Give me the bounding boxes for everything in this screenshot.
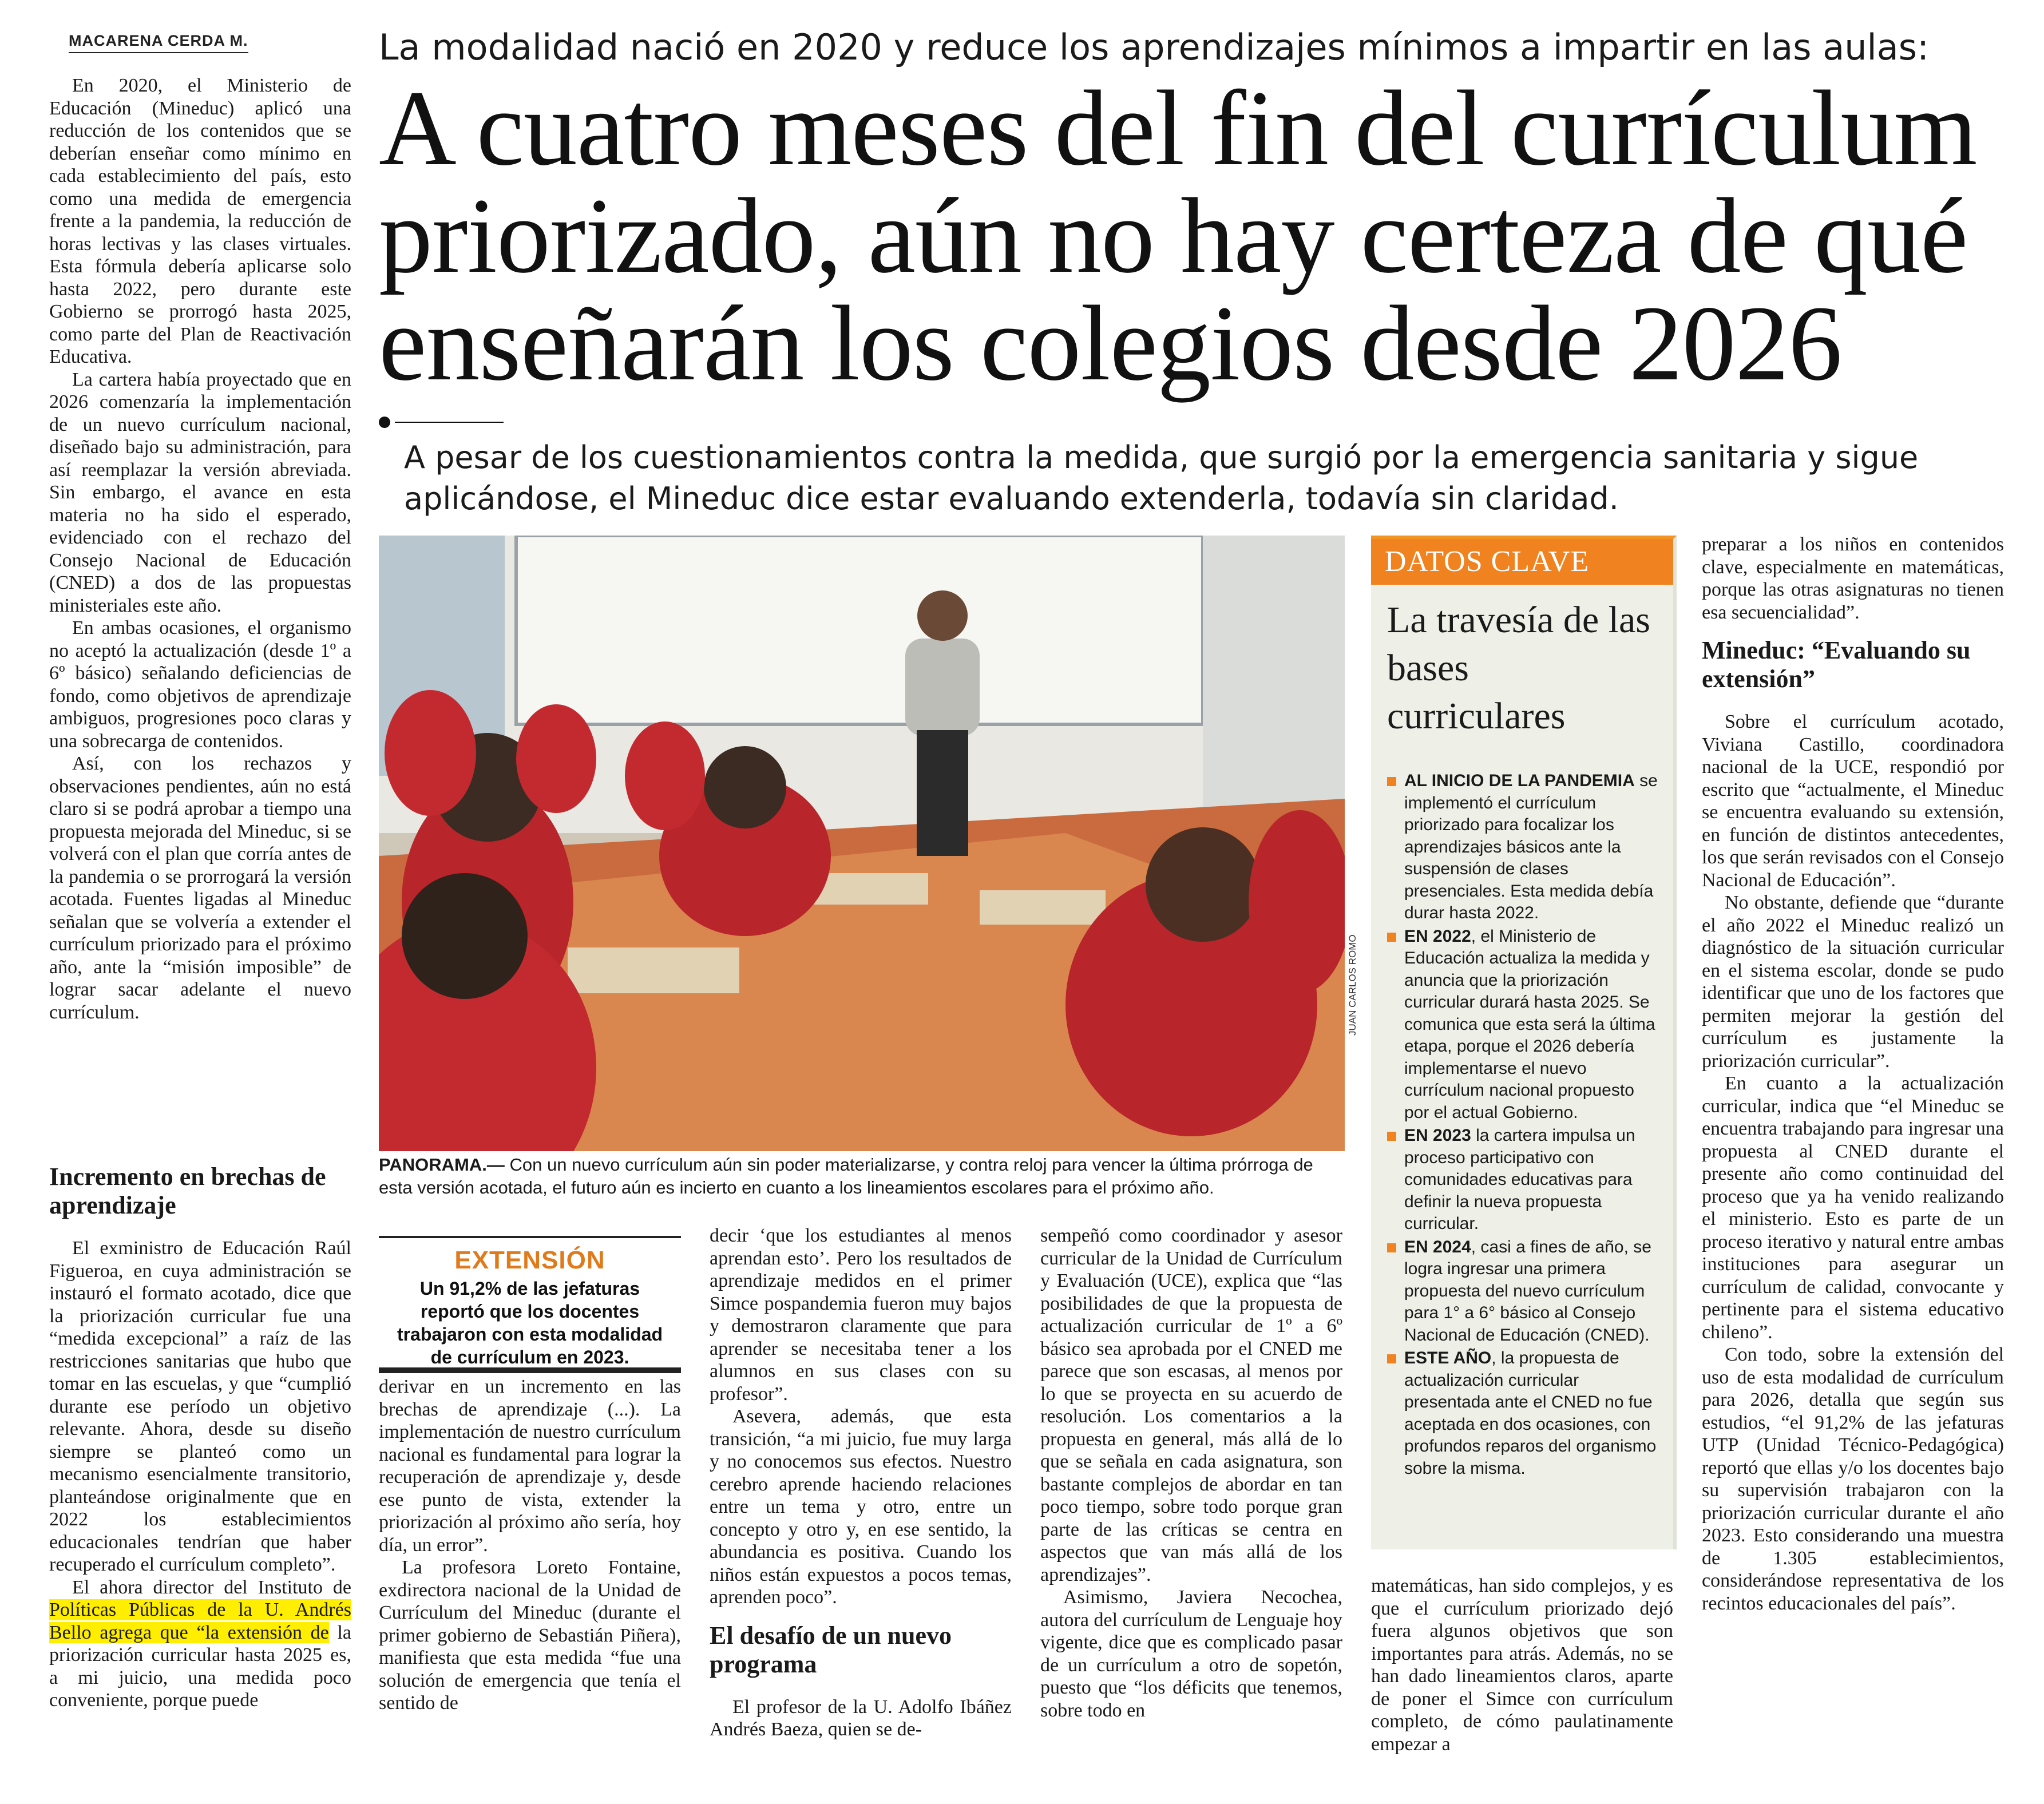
paragraph: En cuanto a la actualización curricular, indica que “el Mineduc se encuentra trabajando para ingresar una propuesta al CNED durante el presente año como continuidad del proceso que ya ha venido realizando el ministerio. Esto es parte de un proceso iterativo y natural entre ambas instituciones para asegurar un currículum de calidad, convocante y pertinente para el sistema educativo chileno”. (1702, 1073, 2004, 1343)
item-lead: EN 2024 (1404, 1237, 1471, 1256)
timeline-item (1387, 926, 1662, 1124)
datos-clave-list (1387, 770, 1662, 1481)
paragraph: No obstante, defiende que “durante el año 2022 el Mineduc realizó un diagnóstico de la situación curricular en el sistema escolar, donde se pudo identificar que uno de los factores que permiten mejorar la gestión del currículum es justamente la priorización curricular”. (1702, 892, 2004, 1072)
classroom-illustration (379, 536, 1345, 1151)
article-column-3 (710, 1224, 1012, 1741)
headline-line-3: enseñarán los colegios desde 2026 (379, 283, 1842, 403)
bullet-square-icon (1387, 1354, 1396, 1363)
item-text: , el Ministerio de Educación actualiza la medida y anuncia que la priorización curricular durará hasta 2025. Se comunica que esta será la última etapa, porque el 2026 debería implementarse el nuevo currículum nacional propuesto por el actual Gobierno. (1404, 926, 1655, 1122)
paragraph: matemáticas, han sido complejos, y es que el currículum priorizado dejó fuera algunos objetivos que son importantes para atrás. Además, no se han dado lineamientos claros, aparte de poner el Simce con currículum completo, de cómo paulatinamente empezar a (1371, 1575, 1673, 1755)
paragraph: sempeñó como coordinador y asesor curricular de la Unidad de Currículum y Evaluación (UCE), explica que “las posibilidades de que la propuesta de actualización curricular de 1º a 6º básico sea aprobada por el CNED me parece que son escasas, al menos por lo que se proyecta en su acuerdo de resolución. Los comentarios a la propuesta en general, más allá de lo que se señala en cada asignatura, son bastante complejos de abordar en tan poco tiempo, sobre todo porque gran parte de las críticas se centra en aspectos que van más allá de los aprendizajes”. (1040, 1225, 1342, 1585)
caption-text: Con un nuevo currículum aún sin poder materializarse, y contra reloj para vencer la última prórroga de esta versión acotada, el futuro aún es incierto en cuanto a los lineamientos escolares para el próximo año. (379, 1155, 1313, 1198)
bullet-square-icon (1387, 933, 1396, 942)
datos-clave-label: DATOS CLAVE (1385, 545, 1590, 578)
paragraph: decir ‘que los estudiantes al menos aprendan esto’. Pero los resultados de aprendizaje medidos en el primer Simce pospandemia fueron muy bajos y demostraron claramente que para aprender se necesitaba tener a los alumnos en sus clases con su profesor”. (710, 1225, 1012, 1405)
timeline-item (1387, 1236, 1662, 1347)
divider-dot (379, 417, 390, 428)
extension-rule (379, 1367, 681, 1373)
paragraph: Sobre el currículum acotado, Viviana Castillo, coordinadora nacional de la UCE, respondió por escrito que “actualmente, el Mineduc se encuentra evaluando su extensión, en función de distintos antecedentes, los que serán revisados con el Consejo Nacional de Educación”. (1702, 711, 2004, 891)
subheading: El desafío de un nuevo programa (710, 1621, 952, 1678)
bullet-square-icon (1387, 1132, 1396, 1141)
extension-box (379, 1236, 681, 1367)
headline-line-1: A cuatro meses del fin del currículum (379, 68, 1977, 188)
byline: MACARENA CERDA M. (69, 32, 248, 53)
article-column-6 (1702, 533, 2004, 1615)
paragraph: Así, con los rechazos y observaciones pendientes, aún no está claro si se podrá aprobar a tiempo una propuesta mejorada del Mineduc, si se volverá con el plan que corría antes de la pandemia o se prorrogará la versión acotada. Fuentes ligadas al Mineduc señalan que se volvería a extender el currículum priorizado para el próximo año, ante la “misión imposible” de lograr sacar adelante el nuevo currículum. (49, 753, 351, 1023)
paragraph: El profesor de la U. Adolfo Ibáñez Andrés Baeza, quien se de- (710, 1696, 1012, 1740)
item-text: , casi a fines de año, se logra ingresar una primera propuesta del nuevo currículum para 1° a 6° básico al Consejo Nacional de Educación (CNED). (1404, 1237, 1651, 1345)
paragraph: Con todo, sobre la extensión del uso de esta modalidad de currículum para 2026, detalla que según sus estudios, “el 91,2% de las jefaturas UTP (Unidad Técnico-Pedagógica) reportó que ellas y/o los docentes bajo su supervisión trabajaron con la priorización curricular durante el año 2023. Esto considerando una muestra de 1.305 establecimientos, considerándose representativa de los recintos educacionales del país”. (1702, 1344, 2004, 1614)
item-lead: AL INICIO DE LA PANDEMIA (1404, 771, 1635, 790)
item-text: se implementó el currículum priorizado para focalizar los aprendizajes básicos ante la suspensión de clases presenciales. Esta medida debía durar hasta 2022. (1404, 771, 1658, 922)
paragraph: En ambas ocasiones, el organismo no aceptó la actualización (desde 1º a 6º básico) señalando deficiencias de fondo, como objetivos de aprendizaje ambiguos, progresiones poco claras y una sobrecarga de contenidos. (49, 617, 351, 752)
caption-lead: PANORAMA.— (379, 1155, 505, 1175)
paragraph: El exministro de Educación Raúl Figueroa, en cuya administración se instauró el formato acotado, dice que la priorización curricular fue una “medida excepcional” a raíz de las restricciones sanitarias que hubo que tomar en las escuelas, y que “cumplió durante ese período un objetivo relevante. Ahora, desde su diseño siempre se planteó como un mecanismo esencialmente transitorio, planteándose originalmente que en 2022 los establecimientos educacionales tendrían que haber recuperado el currículum completo”. (49, 1238, 351, 1575)
article-column-1-lower (49, 1150, 351, 1712)
subheading: Mineduc: “Evaluando su extensión” (1702, 636, 1971, 693)
item-lead: EN 2023 (1404, 1126, 1471, 1145)
article-column-4 (1040, 1224, 1342, 1722)
datos-clave-tag (1371, 539, 1673, 585)
photo-credit: JUAN CARLOS ROMO (1347, 934, 1358, 1036)
headline (379, 68, 2038, 403)
bullet-square-icon (1387, 1243, 1396, 1252)
article-column-5 (1371, 1575, 1673, 1755)
photo-caption (379, 1153, 1340, 1199)
paragraph-highlighted (49, 1576, 351, 1712)
paragraph: En 2020, el Ministerio de Educación (Mineduc) aplicó una reducción de los contenidos que se deberían enseñar como mínimo en cada establecimiento del país, esto como una medida de emergencia frente a la pandemia, la reducción de horas lectivas y las clases virtuales. Esta fórmula debería aplicarse solo hasta 2022, pero durante este Gobierno se prorrogó hasta 2025, como parte del Plan de Reactivación Educativa. (49, 75, 351, 367)
paragraph: La profesora Loreto Fontaine, exdirectora nacional de la Unidad de Currículum del Mineduc (durante el primer gobierno de Sebastián Piñera), manifiesta que esta medida “fue una solución de emergencia que tenía el sentido de (379, 1557, 681, 1714)
kicker: La modalidad nació en 2020 y reduce los aprendizajes mínimos a impartir en las aulas: (379, 26, 1929, 68)
timeline-item (1387, 1347, 1662, 1480)
timeline-item (1387, 1125, 1662, 1235)
deck: A pesar de los cuestionamientos contra la medida, que surgió por la emergencia sanitaria y sigue aplicándose, el Mineduc dice estar evaluando extenderla, todavía sin claridad. (404, 439, 1919, 517)
item-text: , la propuesta de actualización curricular presentada ante el CNED no fue aceptada en dos ocasiones, con profundos reparos del organismo sobre la misma. (1404, 1349, 1657, 1478)
item-lead: EN 2022 (1404, 926, 1471, 946)
paragraph: preparar a los niños en contenidos clave, especialmente en matemáticas, porque las otras asignaturas no tienen esa secuencialidad”. (1702, 534, 2004, 623)
extension-body: Un 91,2% de las jefaturas reportó que los docentes trabajaron con esta modalidad de currículum en 2023. (397, 1278, 663, 1367)
item-lead: ESTE AÑO (1404, 1349, 1492, 1367)
text: El ahora director del Instituto de (72, 1576, 351, 1598)
datos-clave-title: La travesía de las bases curriculares (1387, 599, 1650, 737)
paragraph: Asevera, además, que esta transición, “a mi juicio, fue muy larga y no conocemos sus efectos. Nuestro cerebro aprende haciendo relaciones entre un tema y otro, entre un concepto y otro y, en ese sentido, la abundancia es positiva. Cuando los niños están expuestos a pocos temas, aprenden poco”. (710, 1406, 1012, 1608)
text: la priorización curricular hasta 2025 es, a mi juicio, una medida poco conveniente, porque puede (49, 1621, 351, 1711)
extension-title: EXTENSIÓN (454, 1246, 605, 1274)
timeline-item (1387, 770, 1662, 925)
divider-line (395, 422, 504, 423)
article-column-2 (379, 1375, 681, 1715)
paragraph: derivar en un incremento en las brechas de aprendizaje (...). La implementación de nuestro currículum nacional es fundamental para lograr la recuperación de aprendizaje y, desde ese punto de vista, extender la priorización al próximo año sería, hoy día, un error”. (379, 1376, 681, 1556)
item-text: la cartera impulsa un proceso participativo con comunidades educativas para definir la nueva propuesta curricular. (1404, 1126, 1635, 1233)
article-column-1 (49, 74, 351, 1024)
paragraph: Asimismo, Javiera Necochea, autora del currículum de Lenguaje hoy vigente, dice que es complicado pasar de un currículum a otro de sopetón, puesto que “los déficits que tenemos, sobre todo en (1040, 1587, 1342, 1721)
headline-line-2: priorizado, aún no hay certeza de qué (379, 176, 1968, 295)
bullet-square-icon (1387, 777, 1396, 786)
subheading: Incremento en brechas de aprendizaje (49, 1163, 326, 1219)
classroom-photo (379, 536, 1345, 1151)
paragraph: La cartera había proyectado que en 2026 comenzaría la implementación de un nuevo currículum nacional, diseñado bajo su administración, para así reemplazar la versión abreviada. Sin embargo, el avance en esta materia no ha sido el esperado, evidenciado con el rechazo del Consejo Nacional de Educación (CNED) a dos de las propuestas ministeriales este año. (49, 368, 351, 616)
highlighted-text: Políticas Públicas de la U. Andrés Bello agrega que “la extensión de (49, 1599, 351, 1643)
